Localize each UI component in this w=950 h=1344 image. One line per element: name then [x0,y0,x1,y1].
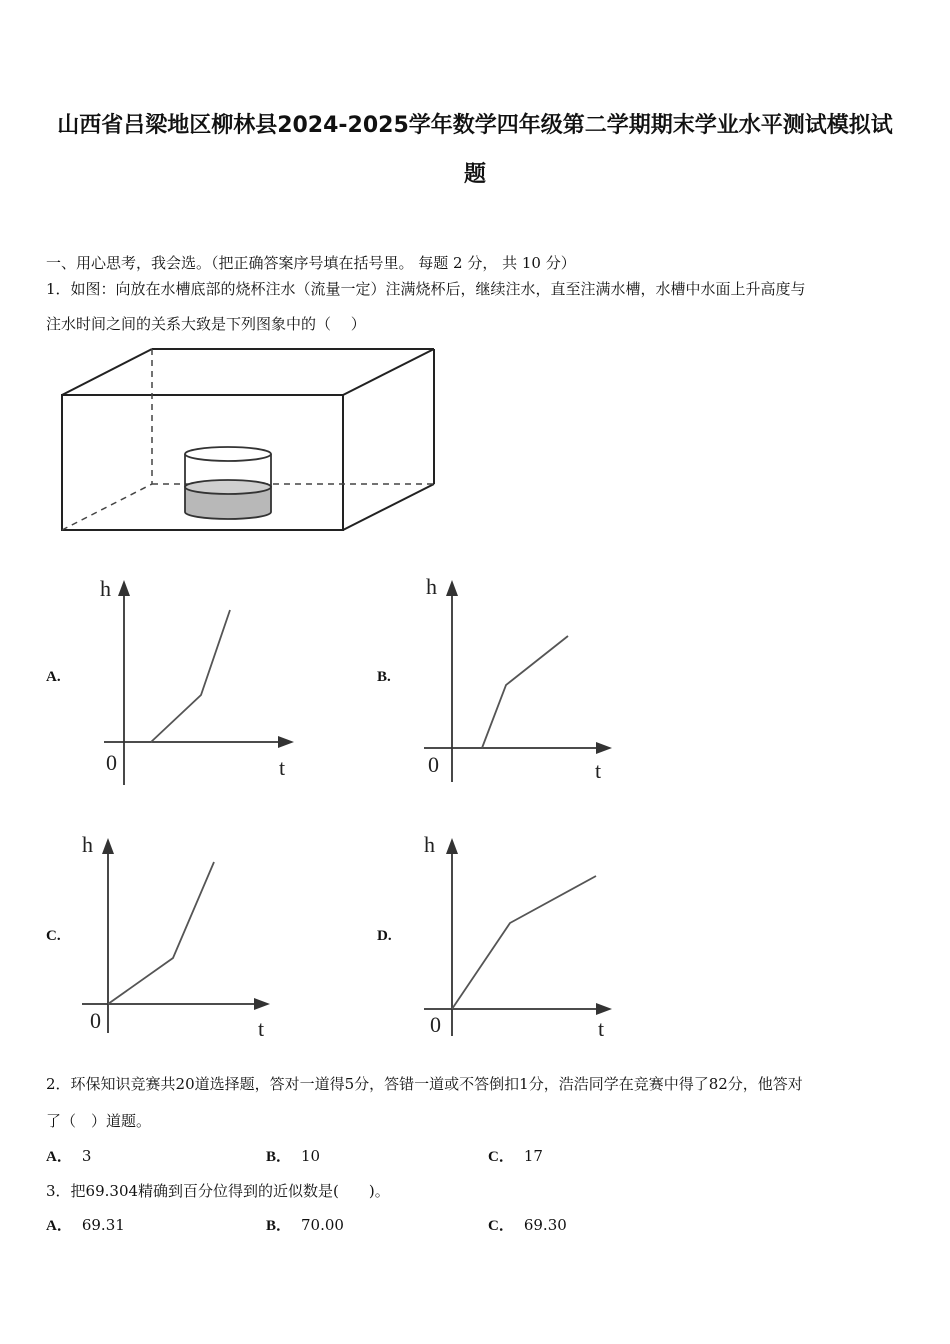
option-b-label: B. [377,669,391,685]
q3-choice-b-letter: B． [266,1218,292,1234]
graph-d-line [452,876,596,1009]
graph-c-origin: 0 [90,1008,101,1033]
q2-choice-b[interactable] [266,1145,320,1166]
option-c-label: C. [46,928,61,944]
graph-d-origin: 0 [430,1012,441,1037]
q3-choice-b[interactable] [266,1214,344,1235]
q2-text-line-1: 2．环保知识竞赛共20道选择题，答对一道得5分，答错一道或不答倒扣1分，浩浩同学在竞赛中得了82分，他答对 [46,1075,803,1093]
q2-choice-a[interactable] [46,1145,91,1166]
option-d-label: D. [377,928,392,944]
q2-choice-a-letter: A． [46,1149,72,1165]
graph-d-xlabel: t [598,1016,605,1041]
doc-title-line-1: 山西省吕梁地区柳林县2024-2025学年数学四年级第二学期期末学业水平测试模拟试 [57,113,893,138]
graph-a-line [151,610,230,742]
q3-choice-a-value: 69.31 [81,1216,125,1234]
q2-choice-c-letter: C． [488,1149,514,1165]
beaker [185,447,271,519]
graph-b-line [482,636,568,748]
q2-choice-c-value: 17 [523,1147,543,1165]
q3-text-line-1: 3．把69.304精确到百分位得到的近似数是( )。 [46,1182,390,1200]
graph-option-c [78,828,288,1043]
q2-choice-b-value: 10 [301,1147,321,1165]
q3-choice-c-value: 69.30 [523,1216,567,1234]
q3-choice-b-value: 70.00 [301,1216,344,1234]
graph-option-a [96,570,306,790]
graph-b-xlabel: t [595,758,602,783]
graph-a-ylabel: h [100,576,111,601]
graph-c-line [108,862,214,1004]
section-heading: 一、用心思考，我会选。（把正确答案序号填在括号里。 每题 2 分， 共 10 分） [46,254,576,272]
graph-b-ylabel: h [426,574,437,599]
graph-d-ylabel: h [424,832,435,857]
q3-choice-a[interactable] [46,1214,125,1235]
option-a-label: A. [46,669,61,685]
graph-option-b [420,570,630,790]
q3-choice-c[interactable] [488,1214,567,1235]
q3-choice-c-letter: C． [488,1218,514,1234]
graph-b-origin: 0 [428,752,439,777]
q1-text-line-1: 1．如图：向放在水槽底部的烧杯注水（流量一定）注满烧杯后，继续注水，直至注满水槽，水槽中水面上升高度与 [46,280,806,298]
graph-option-d [420,828,630,1043]
q1-text-line-2: 注水时间之间的关系大致是下列图象中的（ ） [46,315,366,333]
q3-choice-a-letter: A． [46,1218,72,1234]
doc-title-line-2: 题 [463,162,486,187]
graph-a-origin: 0 [106,750,117,775]
graph-a-xlabel: t [279,755,286,780]
q2-choice-a-value: 3 [81,1147,92,1165]
q2-text-line-2: 了（ ）道题。 [46,1112,152,1130]
q2-choice-c[interactable] [488,1145,543,1166]
graph-c-xlabel: t [258,1016,265,1041]
graph-c-ylabel: h [82,832,93,857]
tank-beaker-figure [40,340,450,540]
q2-choice-b-letter: B． [266,1149,292,1165]
